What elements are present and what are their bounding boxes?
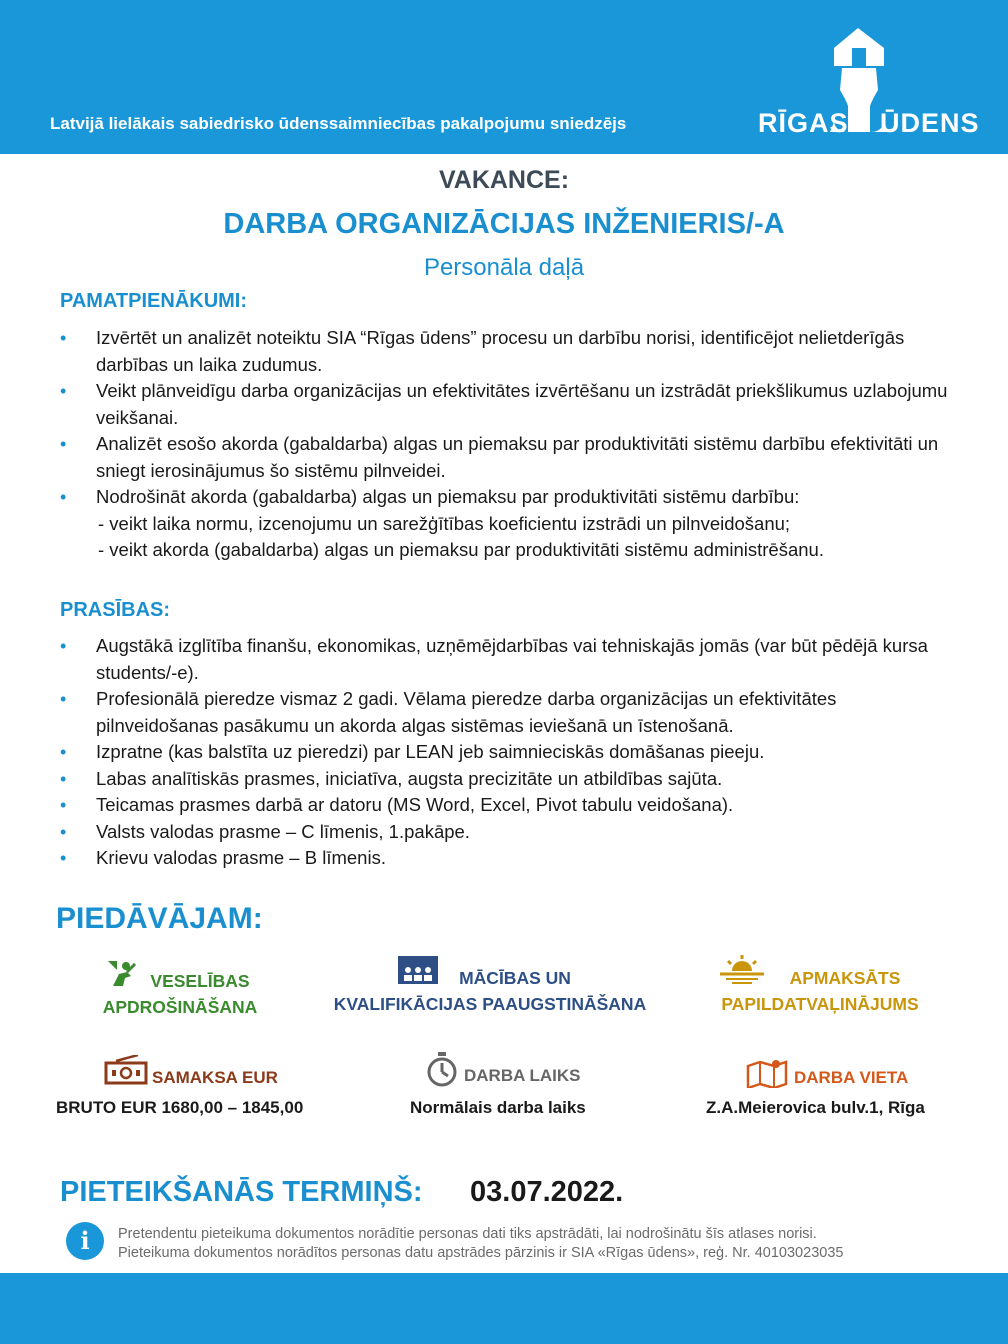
footer-band bbox=[0, 1273, 1008, 1344]
salary-value: BRUTO EUR 1680,00 – 1845,00 bbox=[56, 1098, 304, 1117]
salary-label: SAMAKSA EUR bbox=[152, 1068, 278, 1087]
benefit-health bbox=[80, 968, 280, 1020]
list-item: • Profesionālā pieredze vismaz 2 gadi. Vēlama pieredze darba organizācijas un efektivitātes pilnveidošanas pasākumu un akorda algas sistēmas ieviešanā un īstenošanā. bbox=[60, 686, 960, 739]
privacy-notice bbox=[118, 1225, 843, 1263]
benefit-health-line1: VESELĪBAS bbox=[150, 971, 250, 991]
list-item: • Valsts valodas prasme – C līmenis, 1.pakāpe. bbox=[60, 819, 960, 846]
place-value: Z.A.Meierovica bulv.1, Rīga bbox=[706, 1098, 925, 1117]
list-item: • Izpratne (kas balstīta uz pieredzi) par LEAN jeb saimnieciskās domāšanas pieeju. bbox=[60, 739, 960, 766]
cash-icon bbox=[104, 1055, 148, 1085]
list-subitem: - veikt laika normu, izcenojumu un sarežģītības koeficientu izstrādi un pilnveidošanu; bbox=[98, 512, 791, 534]
deadline-date: 03.07.2022. bbox=[470, 1176, 624, 1208]
list-item: • Krievu valodas prasme – B līmenis. bbox=[60, 845, 960, 872]
place-label: DARBA VIETA bbox=[794, 1068, 909, 1087]
list-item: • Analizēt esošo akorda (gabaldarba) algas un piemaksu par produktivitāti sistēmu darbību efektivitāti un sniegt ierosinājumus šo sistēmu pilnveidei. bbox=[60, 431, 960, 484]
info-icon: i bbox=[66, 1222, 104, 1260]
requirements-heading: PRASĪBAS: bbox=[60, 599, 171, 621]
benefit-training-line1: MĀCĪBAS UN bbox=[459, 968, 571, 988]
benefit-vacation-line1: APMAKSĀTS bbox=[789, 968, 901, 988]
list-item: • Nodrošināt akorda (gabaldarba) algas un piemaksu par produktivitāti sistēmu darbību: bbox=[60, 484, 960, 511]
benefit-vacation bbox=[690, 965, 950, 1017]
benefit-training-line2: KVALIFIKĀCIJAS PAAUGSTINĀŠANA bbox=[333, 994, 647, 1014]
job-title: DARBA ORGANIZĀCIJAS INŽENIERIS/-A bbox=[223, 208, 785, 240]
logo-text-rigas: RĪGAS bbox=[758, 108, 849, 138]
benefit-training bbox=[310, 965, 670, 1017]
list-item: • Labas analītiskās prasmes, iniciatīva, augsta precizitāte un atbildības sajūta. bbox=[60, 766, 960, 793]
department: Personāla daļā bbox=[423, 254, 585, 281]
company-logo bbox=[752, 20, 982, 140]
stopwatch-icon bbox=[426, 1052, 458, 1088]
hours-value: Normālais darba laiks bbox=[410, 1098, 586, 1117]
header-band bbox=[0, 0, 1008, 154]
benefit-health-line2: APDROŠINĀŠANA bbox=[102, 997, 258, 1017]
list-subitem: - veikt akorda (gabaldarba) algas un piemaksu par produktivitāti sistēmu administrēšanu. bbox=[98, 539, 824, 560]
hours-label: DARBA LAIKS bbox=[464, 1066, 581, 1085]
offer-heading: PIEDĀVĀJAM: bbox=[56, 902, 263, 935]
privacy-line1: Pretendentu pieteikuma dokumentos norādītie personas dati tiks apstrādāti, lai nodrošinātu šīs atlases norisi. bbox=[118, 1226, 817, 1242]
vacancy-label: VAKANCE: bbox=[438, 166, 570, 194]
map-pin-icon bbox=[746, 1058, 788, 1088]
benefit-vacation-line2: PAPILDATVAĻINĀJUMS bbox=[721, 994, 919, 1014]
duties-list bbox=[60, 325, 960, 564]
deadline-label: PIETEIKŠANĀS TERMIŅŠ: bbox=[60, 1176, 423, 1208]
privacy-line2: Pieteikuma dokumentos norādītos personas datu apstrādes pārzinis ir SIA «Rīgas ūdens», reģ. Nr. 40103023035 bbox=[118, 1245, 844, 1261]
list-item: • Teicamas prasmes darbā ar datoru (MS Word, Excel, Pivot tabulu veidošana). bbox=[60, 792, 960, 819]
header-tagline: Latvijā lielākais sabiedrisko ūdenssaimniecības pakalpojumu sniedzējs bbox=[50, 114, 627, 133]
list-item: • Veikt plānveidīgu darba organizācijas un efektivitātes izvērtēšanu un izstrādāt priekšlikumus uzlabojumu veikšanai. bbox=[60, 378, 960, 431]
list-item: • Izvērtēt un analizēt noteiktu SIA “Rīgas ūdens” procesu un darbību norisi, identificējot nelietderīgās darbības un laika zudumus. bbox=[60, 325, 960, 378]
duties-heading: PAMATPIENĀKUMI: bbox=[60, 290, 248, 312]
list-item: • Augstākā izglītība finanšu, ekonomikas, uzņēmējdarbības vai tehniskajās jomās (var būt pēdējā kursa students/-e). bbox=[60, 633, 960, 686]
requirements-list bbox=[60, 633, 960, 872]
logo-text-udens: ŪDENS bbox=[880, 108, 980, 138]
